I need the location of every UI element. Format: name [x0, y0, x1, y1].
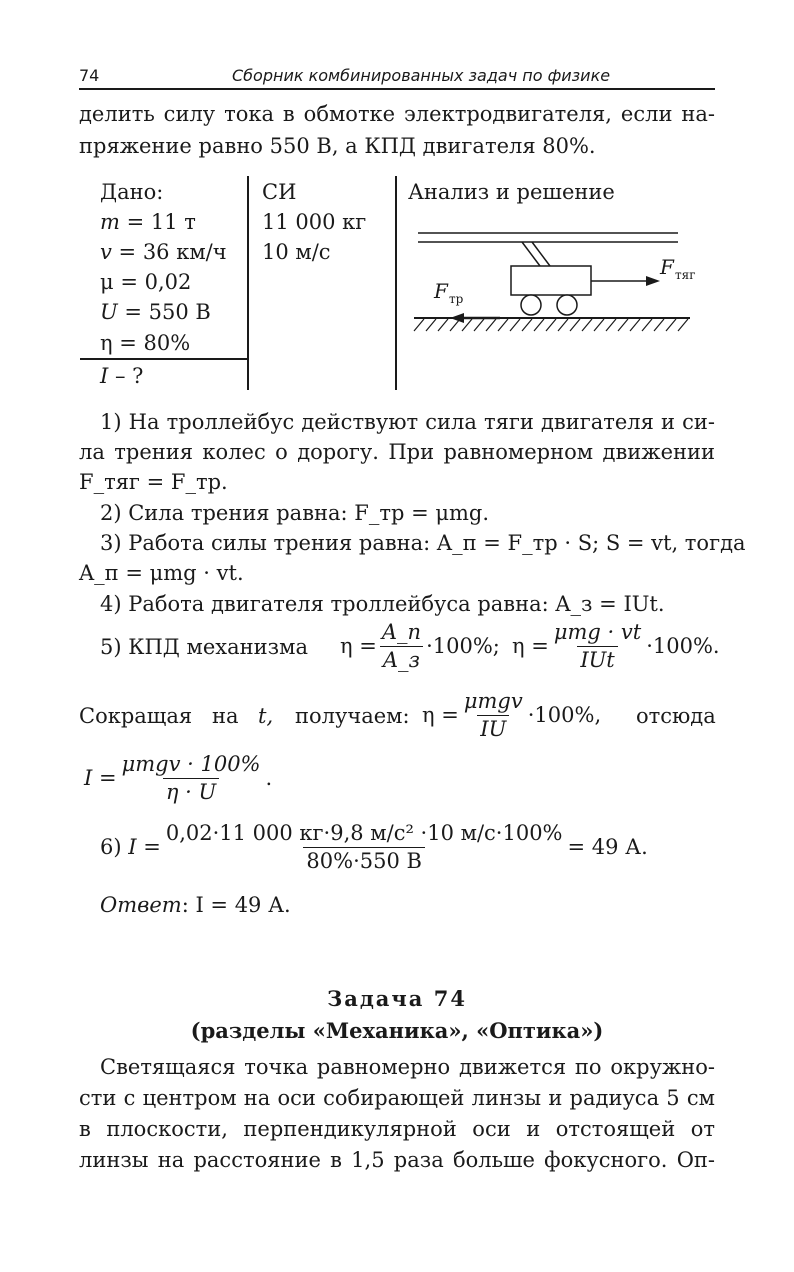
reduce-hence: отсюда — [636, 704, 716, 728]
step-2: 2) Сила трения равна: F_тр = μmg. — [100, 501, 490, 525]
efficiency-formula-1: η = $\frac{A\_п}{A\_з}$ ·100%; — [340, 620, 500, 672]
given-title: Дано: — [100, 180, 164, 204]
si-speed: 10 м/с — [262, 240, 331, 264]
reduced-denominator: IU — [477, 715, 509, 740]
efficiency-formula-2: η = $\frac{\text{μmg · vt}}{\text{IUt}}$ ·100%. — [512, 620, 720, 672]
fraction-1-denominator: A_з — [380, 646, 423, 671]
friction-force-subscript: тр — [449, 292, 464, 306]
friction-arrowhead — [450, 313, 464, 323]
step-1-line-2: ла трения колес о дорогу. При равномерном движении — [79, 440, 715, 464]
answer: Ответ: I = 49 А. — [100, 893, 291, 917]
reduce-text-2: на — [212, 704, 239, 728]
reduced-numerator: μmgv — [463, 689, 523, 713]
traction-force-subscript: тяг — [675, 268, 696, 282]
wheel-rear — [557, 295, 577, 315]
fraction-2-numerator: μmg · vt — [553, 620, 642, 644]
step-3-line-2: A_п = μmg · vt. — [79, 561, 244, 585]
intro-line-2: пряжение равно 550 В, а КПД двигателя 80%. — [79, 134, 596, 158]
given-mass: m = 11 т — [100, 210, 196, 234]
friction-force-label: F — [434, 279, 448, 303]
reduce-text-1: Сокращая — [79, 704, 193, 728]
reduced-efficiency-formula: η = $\frac{\text{μmgv}}{IU}$ ·100%, — [422, 689, 602, 741]
analysis-title: Анализ и решение — [408, 180, 615, 204]
given-friction-coefficient: μ = 0,02 — [100, 270, 192, 294]
given-speed: v = 36 км/ч — [100, 240, 227, 264]
task-74-subtitle: (разделы «Механика», «Оптика») — [190, 1018, 604, 1043]
step-1-line-1: 1) На троллейбус действуют сила тяги двигателя и си- — [100, 410, 715, 434]
si-title: СИ — [262, 180, 297, 204]
current-formula: I = $\frac{\text{μmgv · 100\%}}{\eta \cdot U}$ . — [84, 752, 273, 804]
trolleybus-body — [511, 266, 591, 295]
task-74-line-3: в плоскости, перпендикулярной оси и отстоящей от — [79, 1117, 715, 1141]
task-74-line-1: Светящаяся точка равномерно движется по окружно- — [100, 1055, 715, 1079]
fraction-1-numerator: A_п — [381, 620, 422, 644]
task-74-line-4: линзы на расстояние в 1,5 раза больше фокусного. Оп- — [79, 1148, 715, 1172]
given-unknown: I – ? — [100, 364, 144, 388]
task-74-line-2: сти с центром на оси собирающей линзы и радиуса 5 см — [79, 1086, 715, 1110]
calculation-denominator: 80%·550 В — [303, 847, 425, 872]
fraction-2-denominator: IUt — [577, 646, 617, 671]
table-separator-1 — [247, 176, 249, 390]
step-3-line-1: 3) Работа силы трения равна: A_п = F_тр · S; S = vt, тогда — [100, 531, 746, 555]
road-hatching — [414, 319, 688, 331]
calculation-numerator: 0,02·11 000 кг·9,8 м/с² ·10 м/с·100% — [165, 821, 563, 845]
wheel-front — [521, 295, 541, 315]
reduce-variable: t, — [258, 704, 274, 728]
traction-arrowhead — [646, 276, 660, 286]
header-rule — [79, 88, 715, 90]
step-1-line-3: F_тяг = F_тр. — [79, 470, 228, 494]
reduce-text-3: получаем: — [295, 704, 410, 728]
table-separator-2 — [395, 176, 397, 390]
trolley-pole-2 — [532, 242, 550, 266]
given-efficiency: η = 80% — [100, 331, 191, 355]
task-74-title: Задача 74 — [327, 986, 467, 1011]
intro-line-1: делить силу тока в обмотке электродвигателя, если на- — [79, 102, 715, 126]
current-numerator: μmgv · 100% — [121, 752, 261, 776]
step-5-label: 5) КПД механизма — [100, 635, 308, 659]
given-voltage: U = 550 В — [100, 300, 211, 324]
traction-force-label: F — [660, 255, 674, 279]
page-number: 74 — [79, 66, 100, 85]
trolleybus-diagram — [410, 222, 710, 347]
current-denominator: η · U — [163, 778, 219, 803]
step-4: 4) Работа двигателя троллейбуса равна: A_з = IUt. — [100, 592, 665, 616]
given-divider — [80, 358, 248, 360]
trolley-pole-1 — [522, 242, 540, 266]
si-mass: 11 000 кг — [262, 210, 367, 234]
running-head: Сборник комбинированных задач по физике — [232, 66, 611, 85]
step-6-calculation: 6) I = $\frac{\text{0,02·11 000 кг·9,8 м/с² ·10 м/с·100\%}}{80\%\cdot 550 В}$ = 49 А. — [100, 821, 648, 873]
